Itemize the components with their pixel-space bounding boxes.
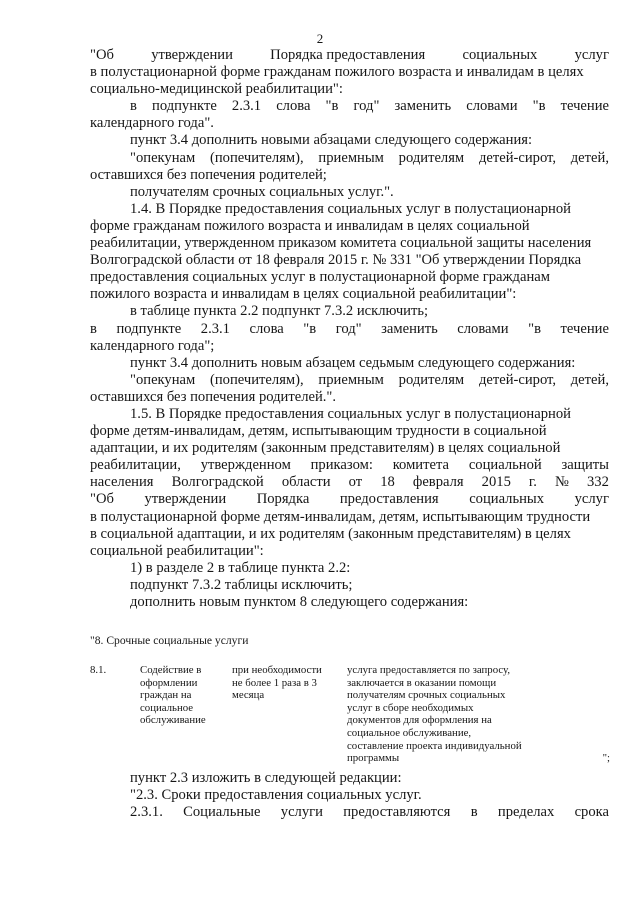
body-line: 1) в разделе 2 в таблице пункта 2.2: bbox=[130, 559, 351, 576]
word: услуги bbox=[280, 804, 323, 821]
word: утвержденном bbox=[200, 457, 291, 474]
table-row bbox=[90, 664, 610, 765]
word: социальных bbox=[469, 491, 545, 508]
word: подпункте bbox=[152, 98, 217, 115]
body-line bbox=[90, 47, 609, 64]
cell-line: граждан на bbox=[140, 689, 192, 702]
cell-line: не более 1 раза в 3 bbox=[232, 676, 317, 689]
service-table bbox=[90, 664, 610, 765]
word: (попечителям), bbox=[210, 149, 304, 166]
closing-mark: "; bbox=[602, 752, 610, 764]
cell-line: социальное bbox=[140, 701, 194, 714]
cell-line: составление проекта индивидуальной bbox=[347, 739, 522, 752]
cell-line: документов для оформления на bbox=[347, 714, 492, 727]
word: 2.3.1 bbox=[200, 320, 230, 337]
body-line bbox=[90, 150, 609, 167]
cell-line: социальное обслуживание, bbox=[347, 726, 472, 739]
word: 2.3.1 bbox=[231, 98, 262, 115]
word: детей-сирот, bbox=[478, 149, 556, 166]
body-line: 1.5. В Порядке предоставления социальных услуг в полустационарной bbox=[130, 405, 571, 422]
word: защиты bbox=[561, 457, 609, 474]
body-line: оставшихся без попечения родителей.". bbox=[90, 388, 337, 405]
document-body bbox=[90, 47, 609, 611]
word: приказом: bbox=[310, 457, 373, 474]
body-line bbox=[90, 372, 609, 389]
word: в bbox=[90, 320, 97, 337]
word: словами bbox=[466, 98, 518, 115]
cell-line: заключается в оказании помощи bbox=[347, 676, 497, 689]
body-line: Волгоградской области от 18 февраля 2015 г. № 331 "Об утверждении Порядка bbox=[90, 252, 582, 269]
body-line: пункт 2.3 изложить в следующей редакции: bbox=[130, 770, 402, 786]
body-line bbox=[90, 491, 609, 508]
word: "в bbox=[528, 320, 541, 337]
body-line: в таблице пункта 2.2 подпункт 7.3.2 исключить; bbox=[130, 303, 429, 320]
word: "в bbox=[303, 320, 317, 337]
cell-line: услуга предоставляется по запросу, bbox=[347, 664, 511, 676]
service-name bbox=[140, 664, 232, 765]
body-line bbox=[90, 457, 609, 474]
body-line: календарного года". bbox=[90, 115, 214, 132]
body-line: получателям срочных социальных услуг.". bbox=[130, 183, 394, 200]
word: срока bbox=[574, 804, 609, 821]
body-line: пункт 3.4 дополнить новым абзацем седьмым следующего содержания: bbox=[130, 354, 576, 371]
cell-line: программы bbox=[347, 752, 400, 765]
body-line: дополнить новым пунктом 8 следующего содержания: bbox=[130, 594, 469, 610]
body-line: 1.4. В Порядке предоставления социальных услуг в полустационарной bbox=[130, 200, 571, 217]
body-line bbox=[90, 321, 609, 338]
word: год" bbox=[335, 320, 362, 337]
service-description bbox=[347, 664, 577, 765]
word: родителям bbox=[398, 149, 465, 166]
body-line: оставшихся без попечения родителей; bbox=[90, 166, 327, 183]
word: (попечителям), bbox=[210, 371, 304, 388]
cell-line: получателям срочных социальных bbox=[347, 689, 506, 702]
word: "Об bbox=[90, 491, 114, 508]
cell-line: при необходимости bbox=[232, 664, 322, 676]
word: населения bbox=[90, 474, 154, 491]
word: словами bbox=[457, 320, 509, 337]
word: 18 bbox=[380, 474, 395, 491]
word: № bbox=[554, 474, 569, 491]
word: предоставления bbox=[339, 491, 439, 508]
word: от bbox=[348, 474, 363, 491]
body-line bbox=[90, 474, 609, 491]
word: заменить bbox=[381, 320, 438, 337]
word: течение bbox=[560, 320, 609, 337]
word: социальной bbox=[468, 457, 542, 474]
word: Социальные bbox=[183, 804, 261, 821]
body-line: форме детям-инвалидам, детям, испытывающим трудности в социальной bbox=[90, 423, 547, 440]
body-line: подпункт 7.3.2 таблицы исключить; bbox=[130, 576, 353, 593]
cell-line: месяца bbox=[232, 689, 265, 702]
body-line: в социальной адаптации, и их родителям (законным представителям) в целях bbox=[90, 525, 571, 542]
word: слова bbox=[276, 98, 311, 115]
word: течение bbox=[560, 98, 609, 115]
body-line: "2.3. Сроки предоставления социальных услуг. bbox=[130, 787, 422, 804]
body-line bbox=[90, 804, 609, 821]
word: комитета bbox=[392, 457, 450, 474]
word: 332 bbox=[586, 474, 609, 491]
word: февраля bbox=[412, 474, 464, 491]
page-number: 2 bbox=[316, 31, 324, 46]
word: "Об bbox=[90, 47, 114, 63]
body-line: социальной реабилитации": bbox=[90, 542, 264, 559]
cell-line: оформлении bbox=[140, 676, 198, 689]
word: г. bbox=[528, 474, 537, 491]
word: "опекунам bbox=[130, 149, 196, 166]
word: год" bbox=[353, 98, 380, 115]
body-line: социально-медицинской реабилитации": bbox=[90, 81, 343, 98]
word: пределах bbox=[497, 804, 555, 821]
word: детей-сирот, bbox=[478, 371, 556, 388]
word: услуг bbox=[574, 491, 609, 508]
word: Порядка bbox=[256, 491, 310, 508]
word: социальных bbox=[462, 47, 538, 63]
body-line: пункт 3.4 дополнить новыми абзацами следующего содержания: bbox=[130, 132, 533, 149]
word: подпункте bbox=[116, 320, 182, 337]
word: 2.3.1. bbox=[130, 804, 163, 821]
word: родителям bbox=[398, 371, 465, 388]
document-tail bbox=[90, 770, 609, 821]
section-title: "8. Срочные социальные услуги bbox=[90, 634, 249, 647]
word: услуг bbox=[574, 47, 609, 63]
cell-line: Содействие в bbox=[140, 664, 202, 676]
body-line: предоставления социальных услуг в полустационарной форме гражданам bbox=[90, 269, 550, 286]
word: приемным bbox=[318, 149, 384, 166]
body-line: в полустационарной форме гражданам пожилого возраста и инвалидам в целях bbox=[90, 64, 584, 81]
line-text: форме гражданам пожилого возраста и инвалидам в целях социальной bbox=[90, 217, 530, 234]
word: "в bbox=[325, 98, 339, 115]
body-line: календарного года"; bbox=[90, 337, 215, 354]
word: заменить bbox=[394, 98, 452, 115]
body-line bbox=[90, 98, 609, 115]
word: "опекунам bbox=[130, 371, 196, 388]
word: утверждении bbox=[151, 47, 233, 63]
word: детей, bbox=[570, 149, 609, 166]
word: реабилитации, bbox=[90, 457, 181, 474]
body-line: пожилого возраста и инвалидам в целях социальной реабилитации": bbox=[90, 286, 517, 303]
body-line bbox=[90, 218, 609, 235]
service-frequency bbox=[232, 664, 347, 765]
closing-quote bbox=[577, 664, 610, 765]
word: 2015 bbox=[481, 474, 511, 491]
word: "в bbox=[532, 98, 546, 115]
cell-line: услуг в сборе необходимых bbox=[347, 701, 474, 714]
cell-line: обслуживание bbox=[140, 714, 206, 727]
body-line: реабилитации, утвержденном приказом комитета социальной защиты населения bbox=[90, 235, 592, 252]
word: области bbox=[281, 474, 331, 491]
word: Порядка предоставления bbox=[270, 47, 426, 63]
word: Волгоградской bbox=[171, 474, 264, 491]
word: утверждении bbox=[144, 491, 227, 508]
word: слова bbox=[249, 320, 284, 337]
service-number: 8.1. bbox=[90, 664, 107, 676]
word: в bbox=[130, 98, 137, 115]
body-line: в полустационарной форме детям-инвалидам, детям, испытывающим трудности bbox=[90, 508, 591, 525]
body-line: адаптации, и их родителям (законным представителям) в целях социальной bbox=[90, 440, 561, 457]
word: в bbox=[470, 804, 478, 821]
word: предоставляются bbox=[343, 804, 451, 821]
word: детей, bbox=[570, 371, 609, 388]
word: приемным bbox=[318, 371, 384, 388]
